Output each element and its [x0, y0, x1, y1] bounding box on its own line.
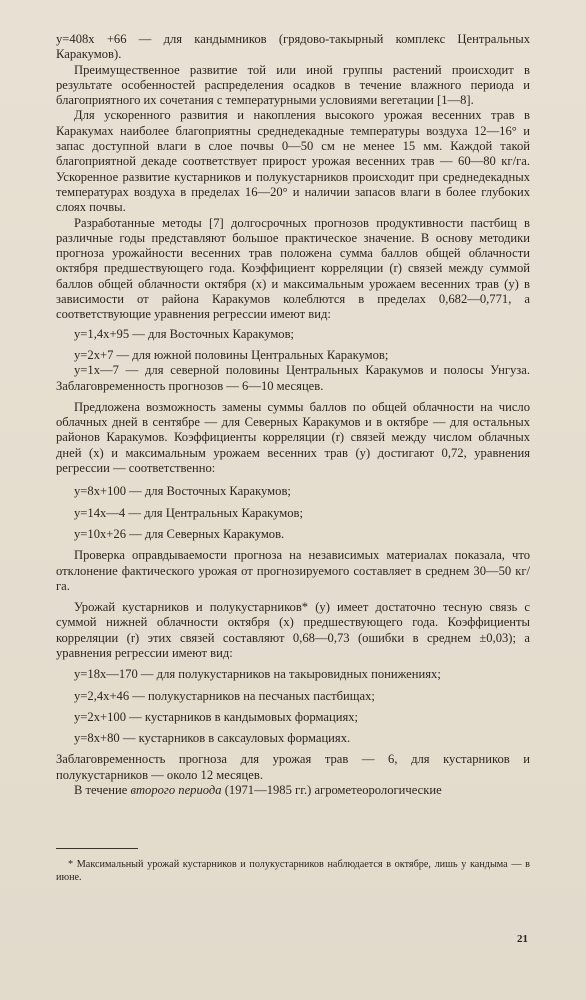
footnote: * Максимальный урожай кустарников и полукустарников наблюдается в октябре, лишь у кандыма — в июне.	[56, 859, 530, 883]
equation-saxaul-shrubs: y=8x+80 — кустарников в саксауловых формациях.	[74, 731, 351, 746]
equation-east-karakum: y=1,4x+95 — для Восточных Каракумов;	[74, 326, 295, 341]
equation-east: y=8x+100 — для Восточных Каракумов;	[74, 484, 291, 499]
equation-sand-semishrubs: y=2,4x+46 — полукустарников на песчаных пастбищах;	[74, 688, 375, 703]
paragraph-lead-time: Заблаговременность прогноза для урожая трав — 6, для кустарников и полукустарников — около 12 месяцев.	[56, 752, 530, 782]
equation-group-cloudiness	[56, 327, 530, 394]
paragraph-cloudy-days: Предложена возможность замены суммы баллов по общей облачности на число облачных дней в сентябре — для Северных Каракумов и в октябре — для остальных районов Каракумов. Коэффициенты корреляции (r) связей между числом облачных дней (x) и максимальным урожаем весенних трав (y) достигают 0,72, уравнения регрессии — соответственно:	[56, 399, 530, 476]
paragraph-shrub-yield: Урожай кустарников и полукустарников* (y) имеет достаточно тесную связь с суммой нижней облачности октября (x) предшествующего года. Коэффициенты корреляции (r) этих связей составляют 0,68—0,73 (ошибки в среднем ±0,03); а уравнения регрессии имеют вид:	[56, 600, 530, 660]
equation-kandym-shrubs: y=2x+100 — кустарников в кандымовых формациях;	[74, 709, 359, 724]
equation-south-central-karakum: y=2x+7 — для южной половины Центральных Каракумов;	[74, 347, 389, 362]
equation-group-cloudy-days	[56, 484, 530, 542]
paragraph-second-period: В течение второго периода (1971—1985 гг.) агрометеорологические	[74, 783, 442, 798]
footnote-divider	[56, 848, 138, 849]
equation-north-central-karakum: y=1x—7 — для северной половины Центральных Каракумов и полосы Унгуза. Заблаговременность прогнозов — 6—10 месяцев.	[56, 363, 530, 393]
equation-north: y=10x+26 — для Северных Каракумов.	[74, 526, 285, 541]
equation-group-shrubs	[56, 667, 530, 746]
paragraph-forecast-methods: Разработанные методы [7] долгосрочных прогнозов продуктивности пастбищ в различные годы представляют большое практическое значение. В основу методики прогноза урожайности весенних трав положена сумма баллов общей облачности октября предшествующего года. Коэффициент корреляции (r) связей между суммой баллов общей облачности октября (x) и максимальным урожаем весенних трав (y) в зависимости от района Каракумов колеблются в пределах 0,682—0,771, а соответствующие уравнения регрессии имеют вид:	[56, 215, 530, 322]
paragraph-plant-groups: Преимущественное развитие той или иной группы растений происходит в результате особенностей распределения осадков в течение влажного периода и благоприятного их сочетания с температурными условиями вегетации [1—8].	[56, 62, 530, 108]
equation-central: y=14x—4 — для Центральных Каракумов;	[74, 505, 303, 520]
paragraph-verification: Проверка оправдываемости прогноза на независимых материалах показала, что отклонение фактического урожая от прогнозируемого составляет в среднем 30—50 кг/га.	[56, 548, 530, 593]
paragraph-kandym-equation: y=408x +66 — для кандымников (грядово-такырный комплекс Центральных Каракумов).	[56, 32, 530, 62]
emphasis-second-period: второго периода	[130, 783, 222, 798]
equation-takyr-semishrubs: y=18x—170 — для полукустарников на такыровидных понижениях;	[74, 667, 441, 682]
page-number: 21	[517, 933, 528, 945]
paragraph-spring-grass-conditions: Для ускоренного развития и накопления высокого урожая весенних трав в Каракумах наиболее благоприятны среднедекадные температуры воздуха 12—16° и запас доступной влаги в слое почвы 0—50 см не менее 15 мм. Каждой такой благоприятной декаде соответствует прирост урожая весенних трав — 60—80 кг/га. Ускоренное развитие кустарников и полукустарников происходит при среднедекадных температурах воздуха в пределах 16—20° и наличии запасов влаги в более глубоких слоях почвы.	[56, 108, 530, 215]
